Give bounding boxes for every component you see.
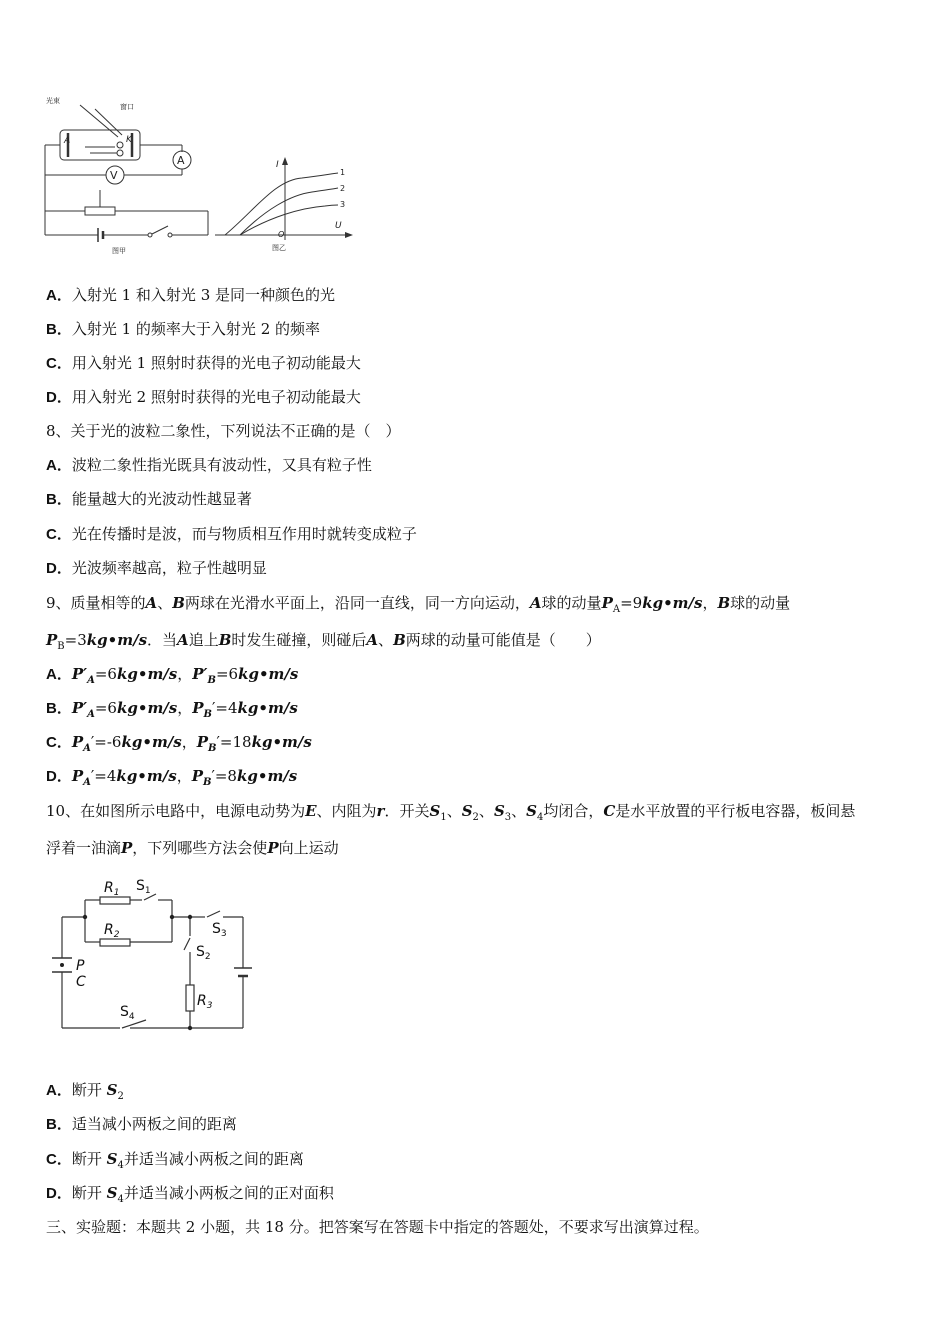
caption-yi: 图乙	[272, 244, 286, 252]
photoelectric-figure	[40, 95, 360, 260]
s1-label: $S_1$	[136, 878, 151, 896]
q9-stem-line2: $P_B=3kg•m/s$．当A追上B时发生碰撞，则碰后A、B两球的动量可能值是（ ）	[46, 631, 601, 652]
window-label: 窗口	[120, 103, 134, 111]
q8-option-b: B．能量越大的光波动性越显著	[46, 490, 252, 508]
caption-jia: 图甲	[112, 247, 126, 255]
c-label: C	[76, 974, 86, 990]
s2-label: $S_2$	[196, 944, 211, 962]
q9-option-d: D．$P_A'=4kg•m/s$，$P_B'=8kg•m/s$	[46, 767, 298, 788]
curve-2-label: 2	[340, 184, 346, 193]
anode-label: A	[64, 136, 71, 146]
q10-stem-line2: 浮着一油滴P，下列哪些方法会使P向上运动	[46, 839, 339, 857]
p-label: P	[76, 958, 85, 974]
voltmeter-label: V	[110, 169, 118, 182]
curve-3-label: 3	[340, 200, 346, 209]
q10-option-d: D．断开 $S_4$并适当减小两板之间的正对面积	[46, 1184, 334, 1205]
i-label: I	[276, 160, 279, 170]
q10-option-b: B．适当减小两板之间的距离	[46, 1115, 237, 1133]
section-3-heading: 三、实验题：本题共 2 小题，共 18 分。把答案写在答题卡中指定的答题处，不要求写出演算过程。	[46, 1218, 709, 1236]
resistor-r1	[100, 897, 130, 904]
curve-3	[240, 205, 338, 235]
q7-option-b: B．入射光 1 的频率大于入射光 2 的频率	[46, 320, 321, 338]
q9-option-b: B．$P'_A=6kg•m/s$，$P_B'=4kg•m/s$	[46, 699, 298, 720]
s4-label: $S_4$	[120, 1004, 135, 1022]
q10-option-c: C．断开 $S_4$并适当减小两板之间的距离	[46, 1150, 304, 1171]
s3-label: $S_3$	[212, 921, 227, 939]
q8-option-d: D．光波频率越高，粒子性越明显	[46, 559, 267, 577]
rheostat	[85, 207, 115, 215]
q10-stem-line1: 10、在如图所示电路中，电源电动势为E、内阻为r．开关$S_1$、$S_2$、$S_3$、$S_4$均闭合，C是水平放置的平行板电容器，板间悬	[46, 802, 856, 823]
q7-option-a: A．入射光 1 和入射光 3 是同一种颜色的光	[46, 286, 336, 304]
q7-option-c: C．用入射光 1 照射时获得的光电子初动能最大	[46, 354, 361, 372]
curve-1-label: 1	[340, 168, 346, 177]
resistor-r2	[100, 939, 130, 946]
q8-option-c: C．光在传播时是波，而与物质相互作用时就转变成粒子	[46, 525, 417, 543]
q9-option-a: A．$P'_A=6kg•m/s$，$P'_B=6kg•m/s$	[46, 665, 299, 686]
curve-2	[240, 188, 338, 235]
q9-option-c: C．$P_A'=-6kg•m/s$，$P_B'=18kg•m/s$	[46, 733, 312, 754]
r1-label: $R_1$	[104, 880, 120, 898]
q8-option-a: A．波粒二象性指光既具有波动性，又具有粒子性	[46, 456, 372, 474]
r3-label: $R_3$	[197, 993, 213, 1011]
curve-1	[225, 173, 338, 235]
light-beam-label: 光束	[46, 97, 60, 105]
oil-drop	[60, 963, 64, 967]
circuit-figure	[40, 870, 270, 1040]
ammeter-label: A	[177, 154, 185, 167]
u-label: U	[335, 221, 342, 231]
origin-label: O	[278, 230, 285, 239]
cathode-label: K	[126, 135, 132, 145]
q9-stem-line1: 9、质量相等的A、B两球在光滑水平面上，沿同一直线，同一方向运动，A球的动量$P_A=9kg•m/s$，B球的动量	[46, 594, 791, 615]
resistor-r3	[186, 985, 194, 1011]
q10-option-a: A．断开 $S_2$	[46, 1081, 124, 1102]
r2-label: $R_2$	[104, 922, 120, 940]
q8-stem: 8、关于光的波粒二象性，下列说法不正确的是（ ）	[46, 422, 401, 440]
q7-option-d: D．用入射光 2 照射时获得的光电子初动能最大	[46, 388, 361, 406]
